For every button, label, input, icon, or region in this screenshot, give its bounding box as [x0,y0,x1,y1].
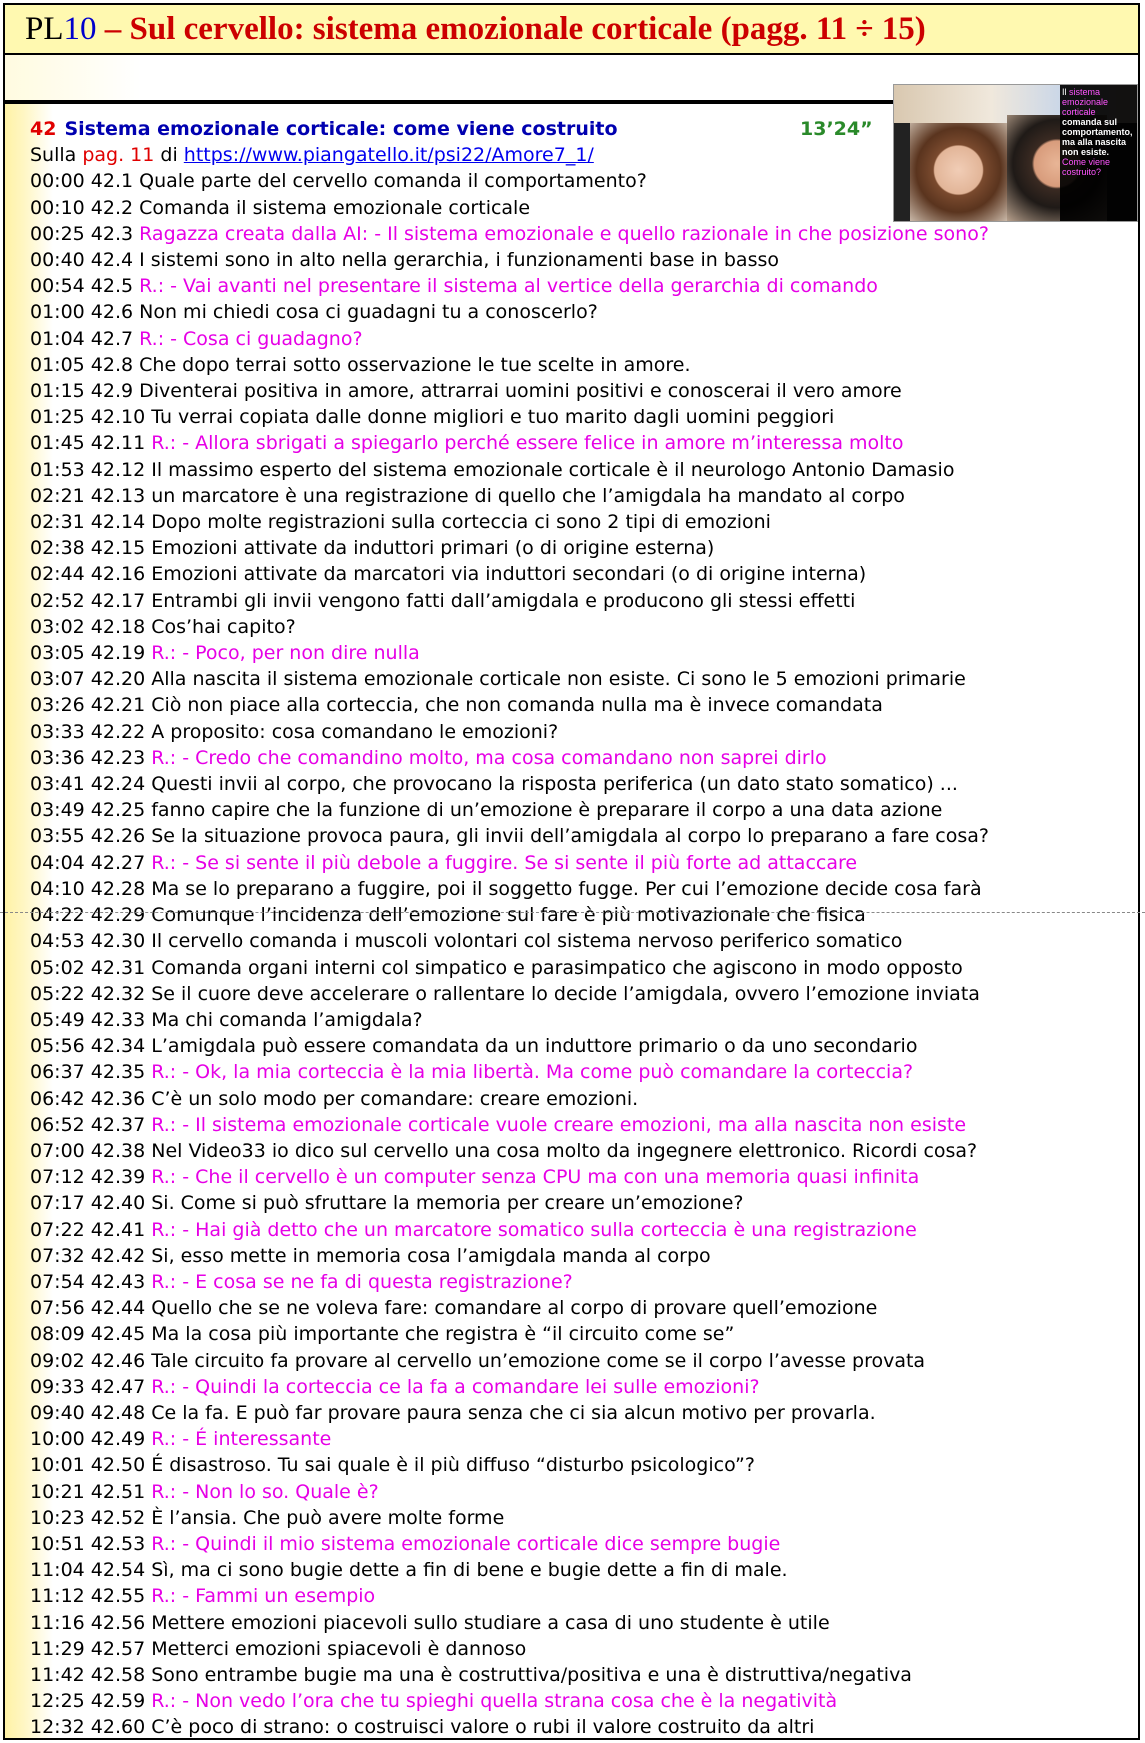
row-text: R.: - Che il cervello è un computer senza CPU ma con una memoria quasi infinita [151,1166,920,1189]
transcript-row: 03:33 42.22 A proposito: cosa comandano le emozioni? [30,720,559,743]
row-timestamp: 10:21 42.51 [30,1480,152,1503]
transcript-row: 11:42 42.58 Sono entrambe bugie ma una è costruttiva/positiva e una è distruttiva/negativa [30,1663,912,1686]
transcript-content [30,116,1130,1741]
row-timestamp: 07:54 42.43 [30,1270,152,1293]
transcript-row: 03:49 42.25 fanno capire che la funzione di un’emozione è preparare il corpo a una data azione [30,799,943,822]
divider-dashed [0,912,1145,913]
transcript-row: 11:29 42.57 Metterci emozioni spiacevoli è dannoso [30,1637,527,1660]
row-text: R.: - Hai già detto che un marcatore somatico sulla corteccia è una registrazione [151,1218,917,1241]
transcript-row-question [30,273,1130,299]
thumbnail-line4: Come viene costruito? [1062,157,1111,177]
transcript-row: 06:42 42.36 C’è un solo modo per comandare: creare emozioni. [30,1087,639,1110]
row-timestamp: 10:51 42.53 [30,1532,152,1555]
transcript-row-question [30,1479,1130,1505]
row-timestamp: 10:00 42.49 [30,1428,152,1451]
thumbnail-line2: sistema emozionale corticale [1062,87,1109,117]
thumbnail-caption [1060,85,1137,221]
transcript-row-question [30,1688,1130,1714]
transcript-row: 07:56 42.44 Quello che se ne voleva fare: comandare al corpo di provare quell’emozione [30,1297,878,1320]
source-mid: di [154,144,184,167]
transcript-row-question [30,1164,1130,1190]
lesson-duration: 13’24” [800,118,873,140]
lesson-title: Sistema emozionale corticale: come viene costruito [64,118,618,140]
page-title [3,3,1140,55]
row-timestamp: 04:04 42.27 [30,851,152,874]
row-timestamp: 07:22 42.41 [30,1218,152,1241]
transcript-row-question [30,745,1130,771]
transcript-row: 11:04 42.54 Sì, ma ci sono bugie dette a fin di bene e bugie dette a fin di male. [30,1559,788,1582]
row-timestamp: 01:04 42.7 [30,327,140,350]
row-text: R.: - E cosa se ne fa di questa registrazione? [151,1270,573,1293]
row-timestamp: 00:25 42.3 [30,222,140,245]
transcript-row: 05:49 42.33 Ma chi comanda l’amigdala? [30,1008,423,1031]
row-text: R.: - É interessante [151,1428,332,1451]
transcript-row: 03:26 42.21 Ciò non piace alla corteccia, che non comanda nulla ma è invece comandata [30,694,883,717]
title-number: 10 [63,11,97,47]
row-timestamp: 06:52 42.37 [30,1113,152,1136]
transcript-row-question [30,221,1130,247]
transcript-row: 03:55 42.26 Se la situazione provoca paura, gli invii dell’amigdala al corpo lo preparano a fare cosa? [30,825,989,848]
row-text: R.: - Vai avanti nel presentare il sistema al vertice della gerarchia di comando [139,275,878,298]
row-text: R.: - Poco, per non dire nulla [151,642,420,665]
row-text: R.: - Quindi il mio sistema emozionale corticale dice sempre bugie [151,1532,781,1555]
transcript-row: 11:16 42.56 Mettere emozioni piacevoli sullo studiare a casa di uno studente è utile [30,1611,830,1634]
transcript-row-question [30,1531,1130,1557]
transcript-row: 05:56 42.34 L’amigdala può essere comandata da un induttore primario o da uno secondario [30,1035,918,1058]
transcript-row: 04:10 42.28 Ma se lo preparano a fuggire, poi il soggetto fugge. Per cui l’emozione decide cosa farà [30,877,982,900]
transcript-row: 09:02 42.46 Tale circuito fa provare al cervello un’emozione come se il corpo l’avesse provata [30,1349,926,1372]
source-link[interactable]: https://www.piangatello.it/psi22/Amore7_1/ [183,144,594,167]
row-text: R.: - Cosa ci guadagno? [139,327,363,350]
transcript-row-question [30,326,1130,352]
video-thumbnail[interactable] [893,84,1138,222]
source-page: pag. 11 [82,144,155,167]
transcript-row-question [30,1217,1130,1243]
transcript-row: 03:02 42.18 Cos’hai capito? [30,615,296,638]
transcript-row: 09:40 42.48 Ce la fa. E può far provare paura senza che ci sia alcun motivo per provarla. [30,1401,876,1424]
row-timestamp: 09:33 42.47 [30,1375,152,1398]
row-text: R.: - Credo che comandino molto, ma cosa comandano non saprei dirlo [151,746,827,769]
transcript-row: 02:31 42.14 Dopo molte registrazioni sulla corteccia ci sono 2 tipi di emozioni [30,511,771,534]
row-text: R.: - Ok, la mia corteccia è la mia libertà. Ma come può comandare la corteccia? [151,1061,914,1084]
row-timestamp: 01:45 42.11 [30,432,152,455]
row-text: R.: - Non vedo l’ora che tu spieghi quella strana cosa che è la negatività [151,1690,838,1713]
row-text: R.: - Fammi un esempio [151,1585,376,1608]
row-text: R.: - Non lo so. Quale è? [151,1480,379,1503]
transcript-row: 00:10 42.2 Comanda il sistema emozionale corticale [30,196,531,219]
source-prefix: Sulla [30,144,83,167]
transcript-row: 05:22 42.32 Se il cuore deve accelerare o rallentare lo decide l’amigdala, ovvero l’emozione inviata [30,982,980,1005]
row-timestamp: 03:05 42.19 [30,642,152,665]
transcript-row: 02:52 42.17 Entrambi gli invii vengono fatti dall’amigdala e producono gli stessi effetti [30,589,856,612]
lesson-number: 42 [30,118,57,140]
row-text: R.: - Allora sbrigati a spiegarlo perché essere felice in amore m’interessa molto [151,432,904,455]
transcript-row: 10:01 42.50 É disastroso. Tu sai quale è il più diffuso “disturbo psicologico”? [30,1454,755,1477]
transcript-row: 03:41 42.24 Questi invii al corpo, che provocano la risposta periferica (un dato stato somatico) ... [30,773,958,796]
thumbnail-woman-face [910,123,1007,221]
transcript-panel [3,102,1140,1740]
transcript-row: 00:00 42.1 Quale parte del cervello comanda il comportamento? [30,170,647,193]
row-timestamp: 00:54 42.5 [30,275,140,298]
transcript-row: 01:15 42.9 Diventerai positiva in amore, attrarrai uomini positivi e conoscerai il vero amore [30,380,902,403]
transcript-rows [30,168,1130,1740]
transcript-row: 02:38 42.15 Emozioni attivate da induttori primari (o di origine esterna) [30,537,715,560]
row-text: R.: - Se si sente il più debole a fuggire. Se si sente il più forte ad attaccare [151,851,858,874]
row-timestamp: 03:36 42.23 [30,746,152,769]
transcript-row: 01:00 42.6 Non mi chiedi cosa ci guadagni tu a conoscerlo? [30,301,598,324]
transcript-row: 03:07 42.20 Alla nascita il sistema emozionale corticale non esiste. Ci sono le 5 emozioni primarie [30,668,966,691]
transcript-row: 04:53 42.30 Il cervello comanda i muscoli volontari col sistema nervoso periferico somatico [30,930,903,953]
transcript-row-question [30,1112,1130,1138]
transcript-row: 07:17 42.40 Si. Come si può sfruttare la memoria per creare un’emozione? [30,1192,744,1215]
thumbnail-line3: comanda sul comportamento, ma alla nascita non esiste. [1062,117,1133,157]
transcript-row-question [30,640,1130,666]
transcript-row: 12:32 42.60 C’è poco di strano: o costruisci valore o rubi il valore costruito da altri [30,1716,815,1739]
transcript-row-question [30,1583,1130,1609]
transcript-row: 07:32 42.42 Si, esso mette in memoria cosa l’amigdala manda al corpo [30,1244,711,1267]
transcript-row: 07:00 42.38 Nel Video33 io dico sul cervello una cosa molto da ingegnere elettronico. Ricordi cosa? [30,1139,978,1162]
title-text: – Sul cervello: sistema emozionale corticale (pagg. 11 ÷ 15) [96,11,926,47]
transcript-row: 01:05 42.8 Che dopo terrai sotto osservazione le tue scelte in amore. [30,353,691,376]
transcript-row-question [30,1426,1130,1452]
transcript-row: 00:40 42.4 I sistemi sono in alto nella gerarchia, i funzionamenti base in basso [30,249,779,272]
row-timestamp: 11:12 42.55 [30,1585,152,1608]
row-timestamp: 07:12 42.39 [30,1166,152,1189]
transcript-row: 02:44 42.16 Emozioni attivate da marcatori via induttori secondari (o di origine interna) [30,563,867,586]
transcript-row-question [30,850,1130,876]
transcript-row: 10:23 42.52 È l’ansia. Che può avere molte forme [30,1506,505,1529]
transcript-row: 01:53 42.12 Il massimo esperto del sistema emozionale corticale è il neurologo Antonio Damasio [30,458,955,481]
transcript-row-question [30,430,1130,456]
transcript-row: 05:02 42.31 Comanda organi interni col simpatico e parasimpatico che agiscono in modo opposto [30,956,963,979]
row-timestamp: 06:37 42.35 [30,1061,152,1084]
transcript-row: 02:21 42.13 un marcatore è una registrazione di quello che l’amigdala ha mandato al corpo [30,484,905,507]
row-text: R.: - Quindi la corteccia ce la fa a comandare lei sulle emozioni? [151,1375,760,1398]
transcript-row-question [30,1374,1130,1400]
transcript-row-question [30,1059,1130,1085]
row-text: R.: - Il sistema emozionale corticale vuole creare emozioni, ma alla nascita non esiste [151,1113,967,1136]
transcript-row: 01:25 42.10 Tu verrai copiata dalle donne migliori e tuo marito dagli uomini peggiori [30,406,835,429]
transcript-row: 04:22 42.29 Comunque l’incidenza dell’emozione sul fare è più motivazionale che fisica [30,904,866,927]
transcript-row: 08:09 42.45 Ma la cosa più importante che registra è “il circuito come se” [30,1323,735,1346]
transcript-row-question [30,1269,1130,1295]
thumbnail-line1: Il [1062,87,1067,97]
row-timestamp: 12:25 42.59 [30,1690,152,1713]
title-prefix: PL [25,11,64,47]
row-text: Ragazza creata dalla AI: - Il sistema emozionale e quello razionale in che posizione sono? [139,222,989,245]
